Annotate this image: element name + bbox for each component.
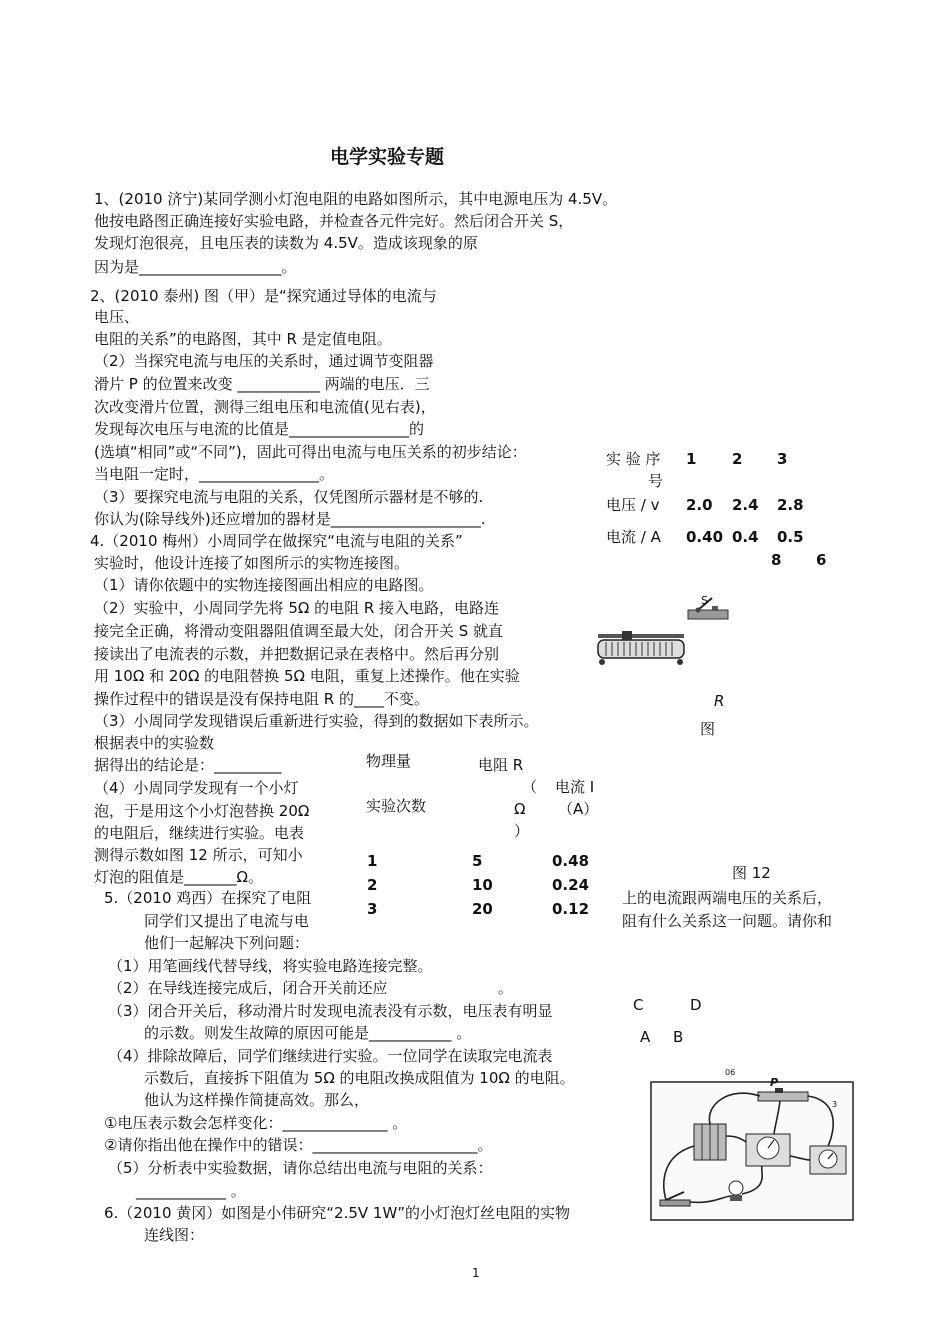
table1-current-label: 电流 / A xyxy=(606,528,661,546)
q4-line-6: 接读出了电流表的示数，并把数据记录在表格中。然后再分别 xyxy=(94,645,500,663)
page-title: 电学实验专题 xyxy=(330,146,445,168)
q1-line-2: 他按电路图正确连接好实验电路，并检查各元件完好。然后闭合开关 S， xyxy=(94,212,574,230)
q5-line-4: （1）用笔画线代替导线，将实验电路连接完整。 xyxy=(108,957,433,975)
table1-col-1: 1 xyxy=(686,450,697,468)
q1-line-1: 1、(2010 济宁)某同学测小灯泡电阻的电路如图所示，其中电源电压为 4.5V。 xyxy=(94,190,618,208)
figure-r-label: R xyxy=(714,692,725,710)
q4-line-7: 用 10Ω 和 20Ω 的电阻替换 5Ω 电阻，重复上述操作。他在实验 xyxy=(94,667,520,685)
table1-current-tail-1: 8 xyxy=(771,551,782,569)
table1-current-3: 0.5 xyxy=(777,528,804,546)
q5-right-line-1: 上的电流跟两端电压的关系后， xyxy=(622,889,833,907)
switch-label: S xyxy=(701,594,708,607)
table1-current-tail-2: 6 xyxy=(816,551,827,569)
photo-label-p: P xyxy=(770,1076,779,1089)
table1-current-1: 0.40 xyxy=(686,528,724,546)
table1-voltage-2: 2.4 xyxy=(732,496,759,514)
q2-line-2: 电压、 xyxy=(94,308,140,326)
page-number: 1 xyxy=(472,1266,480,1280)
q5-line-14: ____________ 。 xyxy=(136,1182,246,1200)
table2-h3: 电阻 R xyxy=(478,756,524,774)
q4-line-1: 4.（2010 梅州）小周同学在做探究“电流与电阻的关系” xyxy=(90,532,463,550)
table2-row2-n: 2 xyxy=(367,876,378,894)
q2-line-10: （3）要探究电流与电阻的关系，仅凭图所示器材是不够的. xyxy=(94,488,484,506)
table1-header-a: 实 验 序 xyxy=(606,450,661,468)
table2-row2-i: 0.24 xyxy=(552,876,590,894)
switch-figure xyxy=(686,594,732,624)
q5-line-11: ①电压表示数会怎样变化：______________ 。 xyxy=(104,1114,408,1132)
q2-line-11: 你认为(除导线外)还应增加的器材是____________________. xyxy=(94,510,486,528)
table2-row3-n: 3 xyxy=(367,900,378,918)
q2-line-9: 当电阻一定时，________________。 xyxy=(94,465,335,483)
q4-line-16: 灯泡的阻值是_______Ω。 xyxy=(94,868,263,886)
q4-line-3: （1）请你依题中的实物连接图画出相应的电路图。 xyxy=(94,576,434,594)
q5-line-10: 他认为这样操作简捷高效。那么， xyxy=(144,1091,370,1109)
table2-h3c: Ω xyxy=(514,800,526,818)
q4-line-13: 泡，于是用这个小灯泡替换 20Ω xyxy=(94,802,310,820)
circuit-photo xyxy=(650,1076,855,1222)
q6-line-2: 连线图： xyxy=(144,1226,205,1244)
q4-line-9: （3）小周同学发现错误后重新进行实验，得到的数据如下表所示。 xyxy=(94,712,539,730)
table1-voltage-1: 2.0 xyxy=(686,496,713,514)
table1-voltage-label: 电压 / v xyxy=(606,496,660,514)
table2-h1: 物理量 xyxy=(366,752,412,770)
q4-line-15: 测得示数如图 12 所示，可知小 xyxy=(94,846,303,864)
q2-line-4: （2）当探究电流与电压的关系时，通过调节变阻器 xyxy=(94,352,434,370)
table1-col-3: 3 xyxy=(777,450,788,468)
table2-row1-n: 1 xyxy=(367,852,378,870)
q4-line-8: 操作过程中的错误是没有保持电阻 R 的____不变。 xyxy=(94,690,429,708)
q1-line-3: 发现灯泡很亮，且电压表的读数为 4.5V。造成该现象的原 xyxy=(94,234,478,252)
label-b: B xyxy=(673,1028,684,1046)
table1-header-b: 号 xyxy=(648,472,664,490)
table2-row1-i: 0.48 xyxy=(552,852,590,870)
figure-caption: 图 xyxy=(700,720,716,738)
q5-line-7: 的示数。则发生故障的原因可能是___________ 。 xyxy=(144,1024,472,1042)
table1-col-2: 2 xyxy=(732,450,743,468)
table2-h3b: （ xyxy=(522,778,538,796)
q5-right-line-2: 阻有什么关系这一问题。请你和 xyxy=(622,912,833,930)
table2-row3-i: 0.12 xyxy=(552,900,590,918)
q2-line-5: 滑片 P 的位置来改变 ___________ 两端的电压．三 xyxy=(94,375,430,393)
label-c: C xyxy=(633,996,644,1014)
q5-line-12: ②请你指出他在操作中的错误：______________________。 xyxy=(104,1136,493,1154)
table2-h3d: ） xyxy=(514,822,530,840)
q4-line-12: （4）小周同学发现有一个小灯 xyxy=(94,779,299,797)
table1-current-2: 0.4 xyxy=(732,528,759,546)
table2-row3-r: 20 xyxy=(472,900,493,918)
q4-line-4: （2）实验中，小周同学先将 5Ω 的电阻 R 接入电路，电路连 xyxy=(94,599,500,617)
table2-h2: 实验次数 xyxy=(366,797,427,815)
rheostat-figure xyxy=(594,630,690,666)
q5-line-5: （2）在导线连接完成后，闭合开关前还应 xyxy=(108,979,388,997)
q4-line-2: 实验时，他设计连接了如图所示的实物连接图。 xyxy=(94,554,410,572)
q2-line-7: 发现每次电压与电流的比值是________________的 xyxy=(94,420,425,438)
q2-line-6: 次改变滑片位置，测得三组电压和电流值(见右表)， xyxy=(94,398,436,416)
figure-12-caption: 图 12 xyxy=(732,864,771,882)
table2-h4b: （A） xyxy=(558,800,599,818)
table1-voltage-3: 2.8 xyxy=(777,496,804,514)
q2-line-1: 2、(2010 泰州) 图（甲）是“探究通过导体的电流与 xyxy=(90,287,437,305)
q5-line-2: 同学们又提出了电流与电 xyxy=(144,912,310,930)
q4-line-5: 接完全正确，将滑动变阻器阻值调至最大处，闭合开关 S 就直 xyxy=(94,622,504,640)
q5-line-9: 示数后，直接拆下阻值为 5Ω 的电阻改换成阻值为 10Ω 的电阻。 xyxy=(144,1069,575,1087)
q5-line-6: （3）闭合开关后，移动滑片时发现电流表没有示数，电压表有明显 xyxy=(108,1002,553,1020)
photo-label-3: 3 xyxy=(832,1100,838,1109)
q5-line-5-end: 。 xyxy=(498,979,514,997)
table2-row1-r: 5 xyxy=(472,852,483,870)
q1-line-4: 因为是___________________。 xyxy=(94,258,297,276)
q5-line-3: 他们一起解决下列问题： xyxy=(144,934,310,952)
table2-row2-r: 10 xyxy=(472,876,493,894)
q2-line-8: (选填“相同”或“不同”)，固此可得出电流与电压关系的初步结论： xyxy=(94,443,527,461)
photo-label-06: 06 xyxy=(725,1068,736,1077)
q2-line-3: 电阻的关系”的电路图，其中 R 是定值电阻。 xyxy=(94,330,392,348)
label-a: A xyxy=(640,1028,651,1046)
q5-line-8: （4）排除故障后，同学们继续进行实验。一位同学在读取完电流表 xyxy=(108,1047,553,1065)
table2-h4: 电流 I xyxy=(555,778,595,796)
q6-line-1: 6.（2010 黄冈）如图是小伟研究“2.5V 1W”的小灯泡灯丝电阻的实物 xyxy=(104,1204,571,1222)
q5-line-13: （5）分析表中实验数据，请你总结出电流与电阻的关系： xyxy=(108,1159,493,1177)
q5-line-1: 5.（2010 鸡西）在探究了电阻 xyxy=(104,889,312,907)
q4-line-14: 的电阻后，继续进行实验。电表 xyxy=(94,824,305,842)
q4-line-10: 根据表中的实验数 xyxy=(94,734,215,752)
label-d: D xyxy=(690,996,702,1014)
q4-line-11: 据得出的结论是：_________ xyxy=(94,756,282,774)
